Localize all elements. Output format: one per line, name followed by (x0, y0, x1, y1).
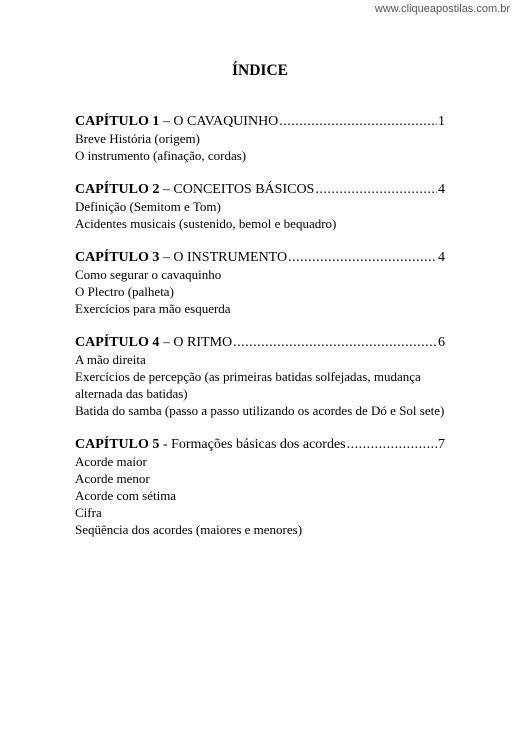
chapter-subitem: O instrumento (afinação, cordas) (75, 148, 247, 163)
chapter-title: Formações básicas dos acordes (171, 437, 346, 452)
chapter-heading (75, 113, 445, 130)
chapter-title: O INSTRUMENTO (173, 250, 288, 265)
dot-leader (279, 113, 437, 130)
chapter-subitem: O Plectro (palheta) (75, 284, 174, 299)
chapter-page-number: 6 (438, 335, 445, 350)
chapter-page-number: 1 (438, 114, 445, 129)
chapter-subitem: Seqüência dos acordes (maiores e menores) (75, 522, 303, 537)
chapter-subitem: Breve História (origem) (75, 131, 200, 146)
chapter-subitem: Cifra (75, 505, 102, 520)
chapter-separator: – (159, 250, 174, 265)
site-url: www.cliqueapostilas.com.br (374, 3, 510, 15)
dot-leader (233, 334, 437, 351)
chapter-separator: – (159, 182, 174, 197)
chapter-5 (75, 436, 445, 538)
chapter-heading (75, 249, 445, 266)
chapter-heading (75, 334, 445, 351)
chapter-subitem: Acorde com sétima (75, 488, 177, 503)
table-of-contents (75, 113, 445, 555)
chapter-title: O CAVAQUINHO (173, 114, 279, 129)
chapter-4 (75, 334, 445, 419)
chapter-subitem: Acorde menor (75, 471, 150, 486)
chapter-subitem: Acorde maior (75, 454, 147, 469)
chapter-subitem: A mão direita (75, 352, 146, 367)
chapter-heading (75, 436, 445, 453)
chapter-heading (75, 181, 445, 198)
chapter-subitem: Como segurar o cavaquinho (75, 267, 222, 282)
chapter-page-number: 4 (438, 182, 445, 197)
chapter-subitem: Exercícios para mão esquerda (75, 301, 231, 316)
chapter-subitem: Batida do samba (passo a passo utilizando os acordes de Dó e Sol sete) (75, 403, 445, 418)
chapter-number: CAPÍTULO 5 (75, 437, 160, 452)
chapter-subitem: Exercícios de percepção (as primeiras batidas solfejadas, mudança alternada das batidas) (75, 369, 421, 401)
chapter-separator: – (159, 114, 174, 129)
chapter-1 (75, 113, 445, 164)
chapter-number: CAPÍTULO 4 (75, 335, 160, 350)
chapter-title: O RITMO (173, 335, 233, 350)
dot-leader (288, 249, 437, 266)
chapter-3 (75, 249, 445, 317)
chapter-title: CONCEITOS BÁSICOS (173, 182, 315, 197)
chapter-separator: - (159, 437, 172, 452)
chapter-subitem: Definição (Semitom e Tom) (75, 199, 221, 214)
dot-leader (315, 181, 437, 198)
chapter-page-number: 4 (438, 250, 445, 265)
chapter-number: CAPÍTULO 3 (75, 250, 160, 265)
chapter-2 (75, 181, 445, 232)
chapter-subitem: Acidentes musicais (sustenido, bemol e bequadro) (75, 216, 337, 231)
dot-leader (347, 436, 437, 453)
chapter-separator: – (159, 335, 174, 350)
chapter-number: CAPÍTULO 1 (75, 114, 160, 129)
page-title: ÍNDICE (232, 62, 288, 79)
chapter-number: CAPÍTULO 2 (75, 182, 160, 197)
chapter-page-number: 7 (438, 437, 445, 452)
